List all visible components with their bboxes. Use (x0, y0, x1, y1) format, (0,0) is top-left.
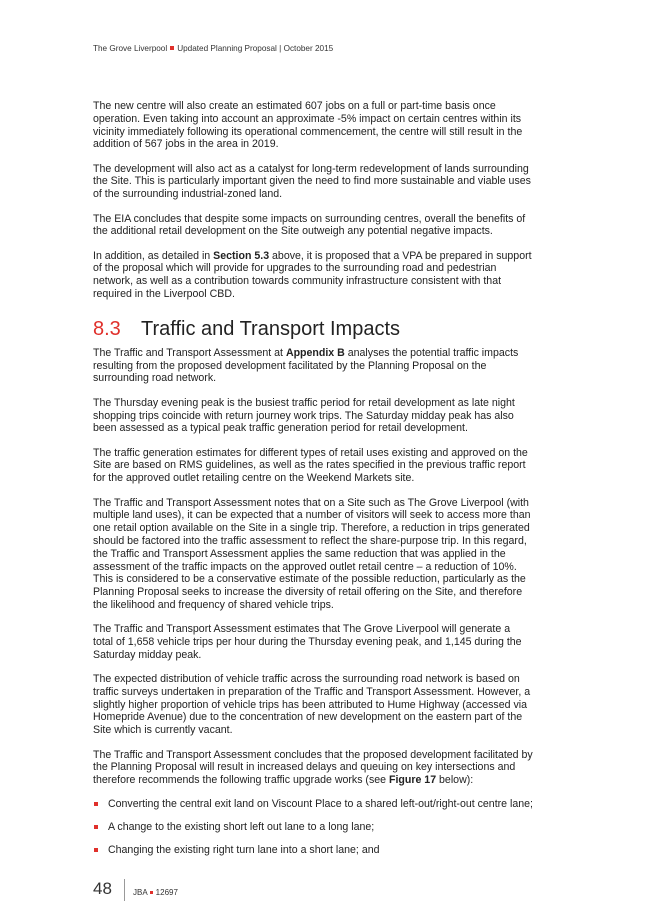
header-date: October 2015 (283, 44, 334, 53)
vpa-text-before: In addition, as detailed in (93, 249, 214, 262)
section-reference: Section 5.3 (213, 249, 270, 262)
running-header (93, 44, 333, 53)
upgrade-works-list (93, 798, 533, 856)
bullet-marker (94, 848, 98, 852)
footer-divider (124, 879, 125, 901)
section-title: Traffic and Transport Impacts (141, 317, 400, 340)
conclusion-text-after: below): (436, 774, 474, 787)
intro-text-after: analyses the potential traffic impacts resulting from the proposed development facilitated by the Planning Proposal on the surrounding road network. (93, 346, 519, 385)
paragraph-trip-reduction: The Traffic and Transport Assessment notes that on a Site such as The Grove Liverpool (with multiple land uses), it can be expected that a number of visitors will seek to access more than one retail option available on the Site in a single trip. Therefore, a reduction in trips generated should be factored into the traffic assessment to reflect the share-purpose trip. In this regard, the Traffic and Transport Assessment applies the same reduction that was applied in the assessment of the traffic impacts on the approved outlet retail centre – a reduction of 10%. This is considered to be a conservative estimate of the possible reduction, particularly as the Planning Proposal seeks to increase the diversity of retail offering on the Site, and therefore the likelihood and frequency of shared vehicle trips. (93, 496, 531, 611)
paragraph-catalyst: The development will also act as a catalyst for long-term redevelopment of lands surrounding the Site. This is particularly important given the need to find more sustainable and viable uses of the surrounding industrial-zoned land. (93, 162, 531, 201)
appendix-reference: Appendix B (285, 346, 345, 359)
section-number: 8.3 (93, 317, 121, 340)
list-item (93, 844, 533, 857)
page-body (93, 100, 533, 867)
list-item-text: A change to the existing short left out lane to a long lane; (108, 821, 375, 834)
paragraph-generation-estimates: The traffic generation estimates for different types of retail uses existing and approved on the Site are based on RMS guidelines, as well as the rates specified in the previous traffic report for the approved outlet retailing centre on the Weekend Markets site. (93, 446, 528, 485)
footer-company: JBA (133, 888, 148, 897)
footer-job-number: 12697 (155, 888, 178, 897)
paragraph-traffic-intro (93, 347, 533, 385)
figure-reference: Figure 17 (388, 774, 437, 787)
header-separator-dot (170, 46, 174, 50)
intro-text-before: The Traffic and Transport Assessment at (93, 346, 286, 359)
paragraph-upgrade-works (93, 749, 533, 787)
footer-separator-dot (150, 891, 153, 894)
paragraph-trip-totals: The Traffic and Transport Assessment estimates that The Grove Liverpool will generate a total of 1,658 vehicle trips per hour during the Thursday evening peak, and 1,145 during the Saturday midday peak. (93, 623, 522, 661)
list-item-text: Changing the existing right turn lane into a short lane; and (108, 844, 380, 857)
bullet-marker (94, 825, 98, 829)
paragraph-eia-conclusion: The EIA concludes that despite some impacts on surrounding centres, overall the benefits of the additional retail development on the Site outweigh any potential negative impacts. (93, 212, 526, 238)
paragraph-peak-periods: The Thursday evening peak is the busiest traffic period for retail development as late night shopping trips coincide with return journey work trips. The Saturday midday peak has also been assessed as a typical peak traffic generation period for retail development. (93, 396, 515, 435)
bullet-marker (94, 802, 98, 806)
header-title: The Grove Liverpool (93, 44, 168, 53)
list-item-text: Converting the central exit land on Viscount Place to a shared left-out/right-out centre lane; (108, 798, 533, 811)
section-heading (93, 318, 533, 340)
vpa-text-after: above, it is proposed that a VPA be prepared in support of the proposal which will provide for upgrades to the surrounding road and pedestrian network, as well as a contribution towards community infrastructure consistent with that required in the Liverpool CBD. (93, 249, 532, 301)
footer-reference (133, 888, 178, 897)
header-subtitle: Updated Planning Proposal (177, 44, 277, 53)
paragraph-jobs: The new centre will also create an estimated 607 jobs on a full or part-time basis once operation. Even taking into account an approximate -5% impact on certain centres within its vicinity immediately following its operational commencement, the centre will still result in the addition of 567 jobs in the area in 2019. (93, 100, 523, 151)
list-item (93, 821, 533, 834)
page-number: 48 (93, 879, 112, 898)
conclusion-text-before: The Traffic and Transport Assessment concludes that the proposed development facilitated by the Planning Proposal will result in increased delays and queuing on key intersections and therefore recommends the following traffic upgrade works (see (93, 748, 533, 787)
paragraph-distribution: The expected distribution of vehicle traffic across the surrounding road network is based on traffic surveys undertaken in preparation of the Traffic and Transport Assessment. However, a slightly higher proportion of vehicle trips has been attributed to Hume Highway (accessed via Homepride Avenue) due to the concentration of new development on the eastern part of the Site which is currently vacant. (93, 673, 531, 737)
paragraph-vpa (93, 250, 533, 301)
header-pipe: | (279, 44, 282, 53)
list-item (93, 798, 533, 811)
